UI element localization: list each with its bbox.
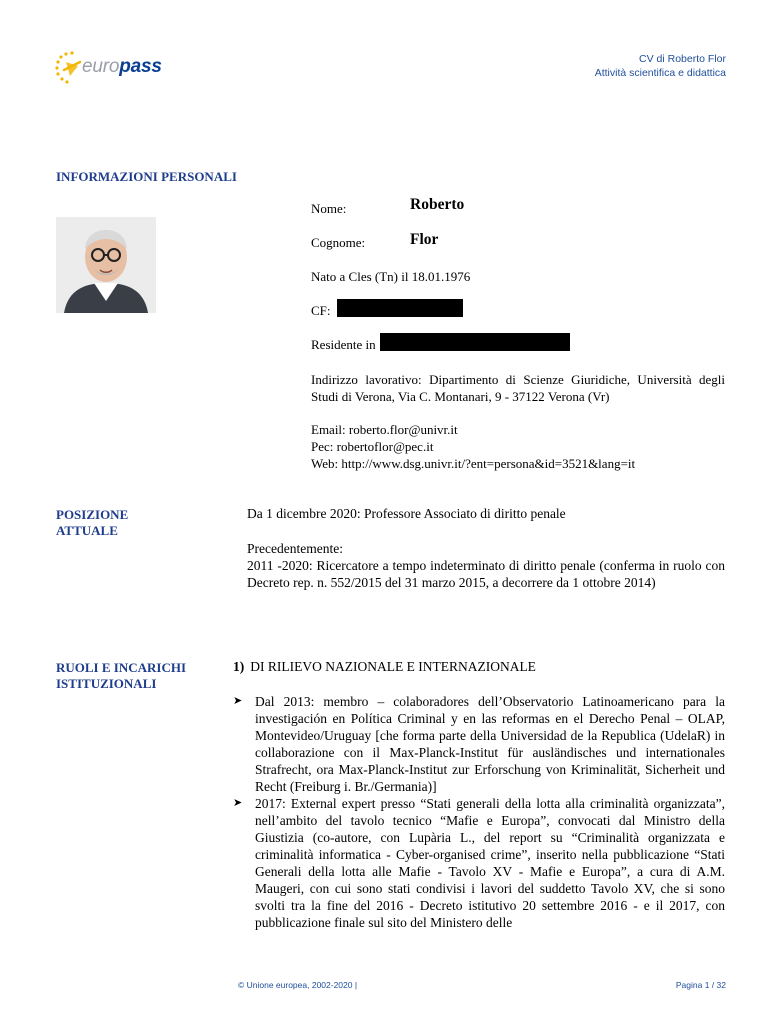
- name-label: Nome:: [311, 201, 347, 216]
- residence-label: Residente in: [311, 337, 376, 352]
- roles-subheading-number: 1): [233, 659, 245, 674]
- list-item: [233, 795, 725, 931]
- document-subtitle: Attività scientifica e didattica: [594, 67, 726, 79]
- logo-wordmark: [82, 56, 162, 78]
- list-item-text: 2017: External expert presso “Stati generali della lotta alla criminalità organizzata”, nell’ambito del tavolo tecnico “Mafie e Europa”, convocati dal Ministro della Giustizia (co-autore, con Lupària L., del report su “Criminalità organizzata e criminalità informatica - Cyber-organised crime”, inserito nella pubblicazione “Stati Generali della lotta alle Mafie - Tavolo XV - Mafie e Europa”, a cura di A.M. Maugeri, con cui sono stati condivisi i lavori del suddetto Tavolo XV, che si sono svolti tra la fine del 2016 - Decreto istitutivo 20 settembre 2016 - e il 2017, con pubblicazione finale sul sito del Ministero delle: [255, 796, 725, 930]
- current-position: Da 1 dicembre 2020: Professore Associato di diritto penale: [247, 506, 566, 521]
- web-link[interactable]: Web: http://www.dsg.univr.it/?ent=persona&id=3521&lang=it: [311, 456, 636, 471]
- profile-photo: [56, 217, 156, 313]
- roles-subheading: [233, 659, 536, 675]
- work-address: Indirizzo lavorativo: Dipartimento di Scienze Giuridiche, Università degli Studi di Verona, Via C. Montanari, 9 - 37122 Verona (Vr): [311, 372, 725, 404]
- section-heading-position: [56, 507, 196, 539]
- section-heading-position-line1: POSIZIONE: [56, 507, 129, 522]
- surname-label: Cognome:: [311, 235, 366, 250]
- list-item-text: Dal 2013: membro – colaboradores dell’Observatorio Latinoamericano para la investigación en Política Criminal y en las reformas en el Derecho Penal – OLAP, Montevideo/Uruguay [che forma parte della Universidad de la Republica (UdelaR) in collaborazione con il Max-Planck-Institut für ausländisches und internationales Strafrecht, ora Max-Planck-Institut zur Erforschung von Kriminalität, Sicherheit und Recht (Freiburg i. Br./Germania)]: [255, 694, 725, 794]
- document-title: CV di Roberto Flor: [639, 53, 726, 65]
- list-item: [233, 693, 725, 795]
- birth-info: Nato a Cles (Tn) il 18.01.1976: [311, 269, 471, 284]
- roles-subheading-text: DI RILIEVO NAZIONALE E INTERNAZIONALE: [250, 659, 536, 674]
- roles-list: [233, 693, 725, 931]
- email[interactable]: Email: roberto.flor@univr.it: [311, 422, 458, 437]
- section-heading-position-line2: ATTUALE: [56, 523, 118, 538]
- section-heading-personal: INFORMAZIONI PERSONALI: [56, 169, 237, 184]
- arrow-bullet-icon: ➤: [233, 695, 243, 707]
- section-heading-roles-line2: ISTITUZIONALI: [56, 676, 157, 691]
- surname-value: Flor: [410, 231, 439, 248]
- tax-code-label: CF:: [311, 303, 331, 318]
- arrow-bullet-icon: ➤: [233, 797, 243, 809]
- previous-position-label: Precedentemente:: [247, 541, 343, 556]
- logo-prefix: euro: [82, 56, 120, 77]
- logo-suffix: pass: [119, 56, 162, 77]
- pec-email[interactable]: Pec: robertoflor@pec.it: [311, 439, 434, 454]
- tax-code-redaction: [337, 299, 463, 317]
- document-header: [595, 52, 726, 80]
- section-heading-roles-line1: RUOLI E INCARICHI: [56, 660, 187, 675]
- residence-redaction: [380, 333, 570, 351]
- name-value: Roberto: [410, 196, 465, 213]
- section-heading-roles: [56, 660, 206, 692]
- footer-copyright: © Unione europea, 2002-2020 |: [238, 980, 358, 990]
- previous-position-detail: 2011 -2020: Ricercatore a tempo indeterminato di diritto penale (conferma in ruolo con Decreto rep. n. 552/2015 del 31 marzo 2015, a decorrere da 1 ottobre 2014): [247, 558, 725, 590]
- contact-info: [311, 421, 725, 472]
- page-number: Pagina 1 / 32: [675, 980, 726, 990]
- europass-logo: [52, 48, 172, 88]
